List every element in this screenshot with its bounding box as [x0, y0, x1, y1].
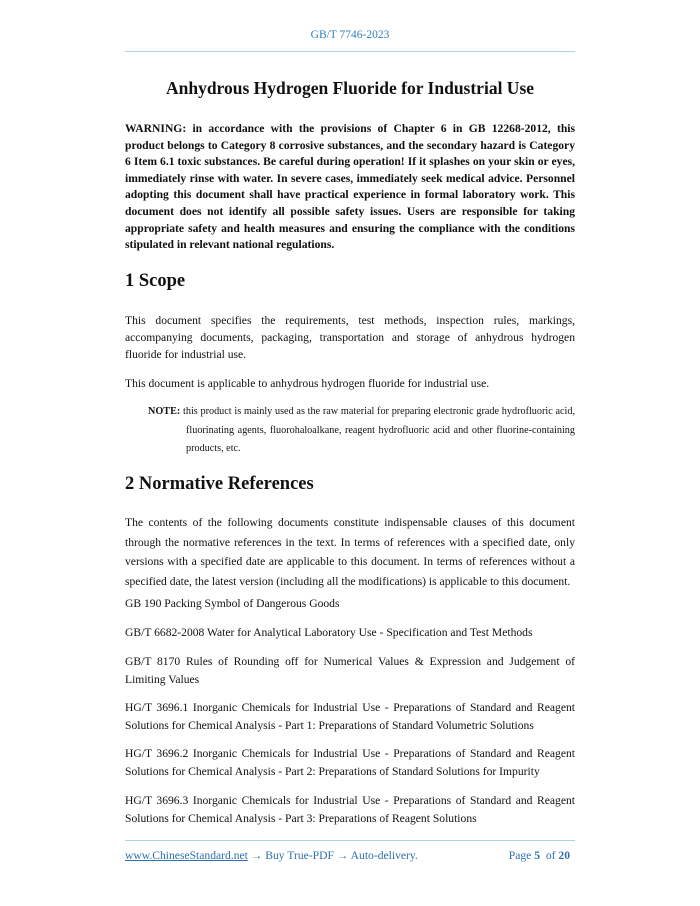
reference-item: GB/T 8170 Rules of Rounding off for Numerical Values & Expression and Judgement of Limiting Values [125, 655, 575, 686]
header-divider [125, 51, 575, 52]
page-indicator [509, 849, 570, 862]
reference-item: HG/T 3696.3 Inorganic Chemicals for Industrial Use - Preparations of Standard and Reagent Solutions for Chemical Analysis - Part 3: Preparations of Reagent Solutions [125, 794, 575, 825]
references-heading: 2 Normative References [125, 474, 314, 494]
header-doc-code: GB/T 7746-2023 [310, 29, 390, 41]
references-intro: The contents of the following documents constitute indispensable clauses of this document through the normative references in the text. In terms of references with a specified date, only versions with a specified date are applicable to this document. In terms of references without a specified date, the latest version (including all the modifications) is applicable to this document. [125, 516, 575, 588]
of-word: of [545, 849, 556, 862]
scope-heading: 1 Scope [125, 271, 186, 291]
document-title: Anhydrous Hydrogen Fluoride for Industrial Use [165, 78, 535, 98]
reference-item: GB 190 Packing Symbol of Dangerous Goods [125, 597, 340, 610]
scope-note [148, 403, 575, 459]
website-link[interactable]: www.ChineseStandard.net [125, 849, 248, 862]
footer-divider [125, 840, 575, 841]
note-text: this product is mainly used as the raw material for preparing electronic grade hydrofluoric acid, fluorinating agents, fluorohaloalkane, reagent hydrofluoric acid and other fluorine-containing products, etc. [180, 406, 575, 454]
note-label: NOTE: [148, 406, 181, 417]
reference-item: GB/T 6682-2008 Water for Analytical Laboratory Use - Specification and Test Methods [125, 626, 533, 639]
reference-item: HG/T 3696.1 Inorganic Chemicals for Industrial Use - Preparations of Standard and Reagent Solutions for Chemical Analysis - Part 1: Preparations of Standard Volumetric Solutions [125, 701, 575, 732]
page-number: 5 [534, 849, 541, 862]
footer-tagline: → Buy True-PDF → Auto-delivery. [247, 849, 418, 862]
footer [125, 849, 570, 862]
page-word: Page [508, 849, 532, 862]
scope-paragraph-1: This document specifies the requirements, test methods, inspection rules, markings, accompanying documents, packaging, transportation and storage of anhydrous hydrogen fluoride for industrial use. [125, 314, 575, 361]
scope-paragraph-2: This document is applicable to anhydrous hydrogen fluoride for industrial use. [125, 377, 490, 390]
warning-paragraph: WARNING: in accordance with the provisions of Chapter 6 in GB 12268-2012, this product belongs to Category 8 corrosive substances, and the secondary hazard is Category 6 Item 6.1 toxic substances. Be careful during operation! If it splashes on your skin or eyes, immediately rinse with water. In severe cases, immediately seek medical advice. Personnel adopting this document shall have practical experience in formal laboratory work. This document does not identify all possible safety issues. Users are responsible for taking appropriate safety and health measures and ensuring the compliance with the conditions stipulated in relevant national regulations. [125, 122, 575, 252]
reference-item: HG/T 3696.2 Inorganic Chemicals for Industrial Use - Preparations of Standard and Reagent Solutions for Chemical Analysis - Part 2: Preparations of Standard Solutions for Impurity [125, 747, 575, 778]
page-total: 20 [558, 849, 570, 862]
